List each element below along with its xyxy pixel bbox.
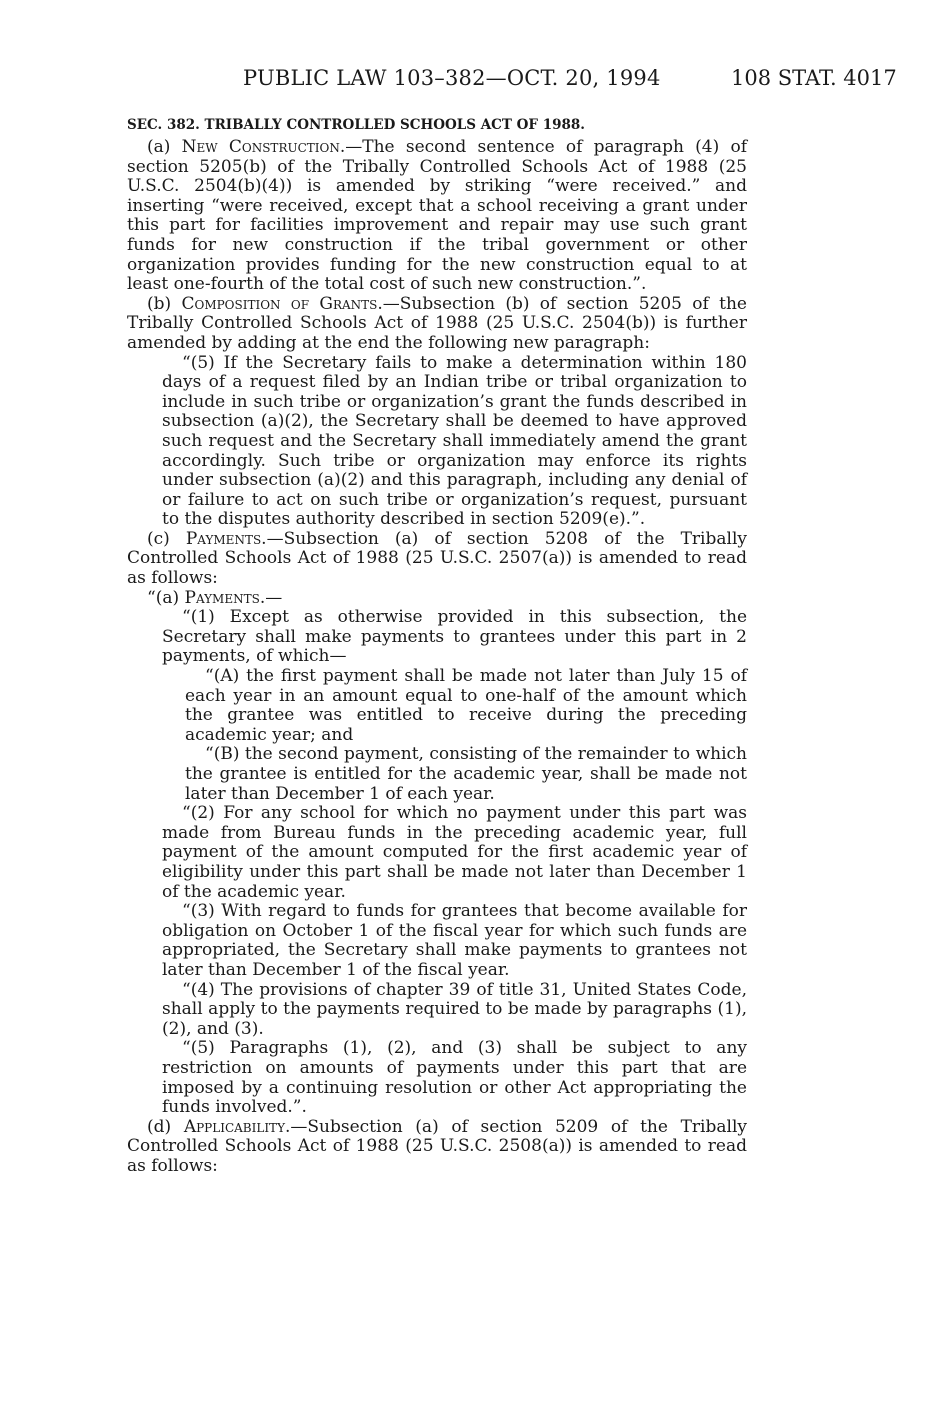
paragraph-c-1-A: “(A) the first payment shall be made not later than July 15 of each year in an amount equal to one-half of the amount which the grantee was entitled to receive during the preceding academic year; and	[185, 666, 747, 745]
page-header-title: PUBLIC LAW 103–382—OCT. 20, 1994	[243, 66, 661, 90]
paragraph-a-caption: New Construction	[181, 137, 340, 157]
paragraph-c-caption: Payments	[185, 528, 262, 549]
paragraph-c-a	[127, 589, 747, 609]
paragraph-d	[127, 1118, 747, 1177]
paragraph-b	[127, 295, 747, 354]
paragraph-d-text: .—Subsection (a) of section 5209 of the Tribally Controlled Schools Act of 1988 (25 U.S.C. 2508(a)) is amended to read as follows:	[127, 1116, 747, 1176]
paragraph-c-4: “(4) The provisions of chapter 39 of title 31, United States Code, shall apply to the payments required to be made by paragraphs (1), (2), and (3).	[162, 979, 747, 1039]
paragraph-b-caption: Composition of Grants	[181, 293, 378, 314]
paragraph-c-2: “(2) For any school for which no payment under this part was made from Bureau funds in the preceding academic year, full payment of the amount computed for the first academic year of eligibility under this part shall be made not later than December 1 of the academic year.	[162, 803, 747, 902]
paragraph-b-label: (b)	[147, 293, 182, 314]
paragraph-c-1: “(1) Except as otherwise provided in this subsection, the Secretary shall make payments to grantees under this part in 2 payments, of which—	[162, 607, 747, 667]
paragraph-c-1-B: “(B) the second payment, consisting of the remainder to which the grantee is entitled for the academic year, shall be made not later than December 1 of each year.	[185, 744, 747, 804]
paragraph-a	[127, 138, 747, 295]
paragraph-d-label: (d)	[147, 1116, 184, 1137]
paragraph-c-a-caption: Payments	[184, 587, 260, 608]
page-header-stat: 108 STAT. 4017	[731, 66, 897, 90]
paragraph-c-a-text: .—	[259, 587, 283, 608]
document-body	[127, 138, 747, 1176]
paragraph-c	[127, 530, 747, 589]
paragraph-a-label: (a)	[147, 137, 182, 157]
paragraph-b-5: “(5) If the Secretary fails to make a determination within 180 days of a request filed by an Indian tribe or tribal organization to include in such tribe or organization’s grant the funds described in subsection (a)(2), the Secretary shall be deemed to have approved such request and the Secretary shall immediately amend the grant accordingly. Such tribe or organization may enforce its rights under subsection (a)(2) and this paragraph, including any denial of or failure to act on such tribe or organization’s request, pursuant to the disputes authority described in section 5209(e).”.	[162, 352, 747, 530]
paragraph-c-5: “(5) Paragraphs (1), (2), and (3) shall be subject to any restriction on amounts of payments under this part that are imposed by a continuing resolution or other Act appropriating the funds involved.”.	[162, 1038, 747, 1118]
paragraph-c-a-label: “(a)	[147, 587, 185, 608]
paragraph-d-caption: Applicability	[183, 1116, 285, 1137]
paragraph-c-text: .—Subsection (a) of section 5208 of the Tribally Controlled Schools Act of 1988 (25 U.S.C. 2507(a)) is amended to read as follows:	[127, 528, 747, 589]
paragraph-a-text: .—The second sentence of paragraph (4) of section 5205(b) of the Tribally Controlled Schools Act of 1988 (25 U.S.C. 2504(b)(4)) is amended by striking “were received.” and inserting “were received, except that a school receiving a grant under this part for facilities improvement and repair may use such grant funds for new construction if the tribal government or other organization provides funding for the new construction equal to at least one-fourth of the total cost of such new construction.”.	[127, 137, 748, 295]
section-heading: SEC. 382. TRIBALLY CONTROLLED SCHOOLS ACT OF 1988.	[127, 117, 585, 133]
paragraph-b-text: .—Subsection (b) of section 5205 of the Tribally Controlled Schools Act of 1988 (25 U.S.C. 2504(b)) is further amended by adding at the end the following new paragraph:	[127, 293, 747, 353]
paragraph-c-label: (c)	[147, 528, 186, 549]
paragraph-c-3: “(3) With regard to funds for grantees that become available for obligation on October 1 of the fiscal year for which such funds are appropriated, the Secretary shall make payments to grantees not later than December 1 of the fiscal year.	[162, 901, 747, 980]
